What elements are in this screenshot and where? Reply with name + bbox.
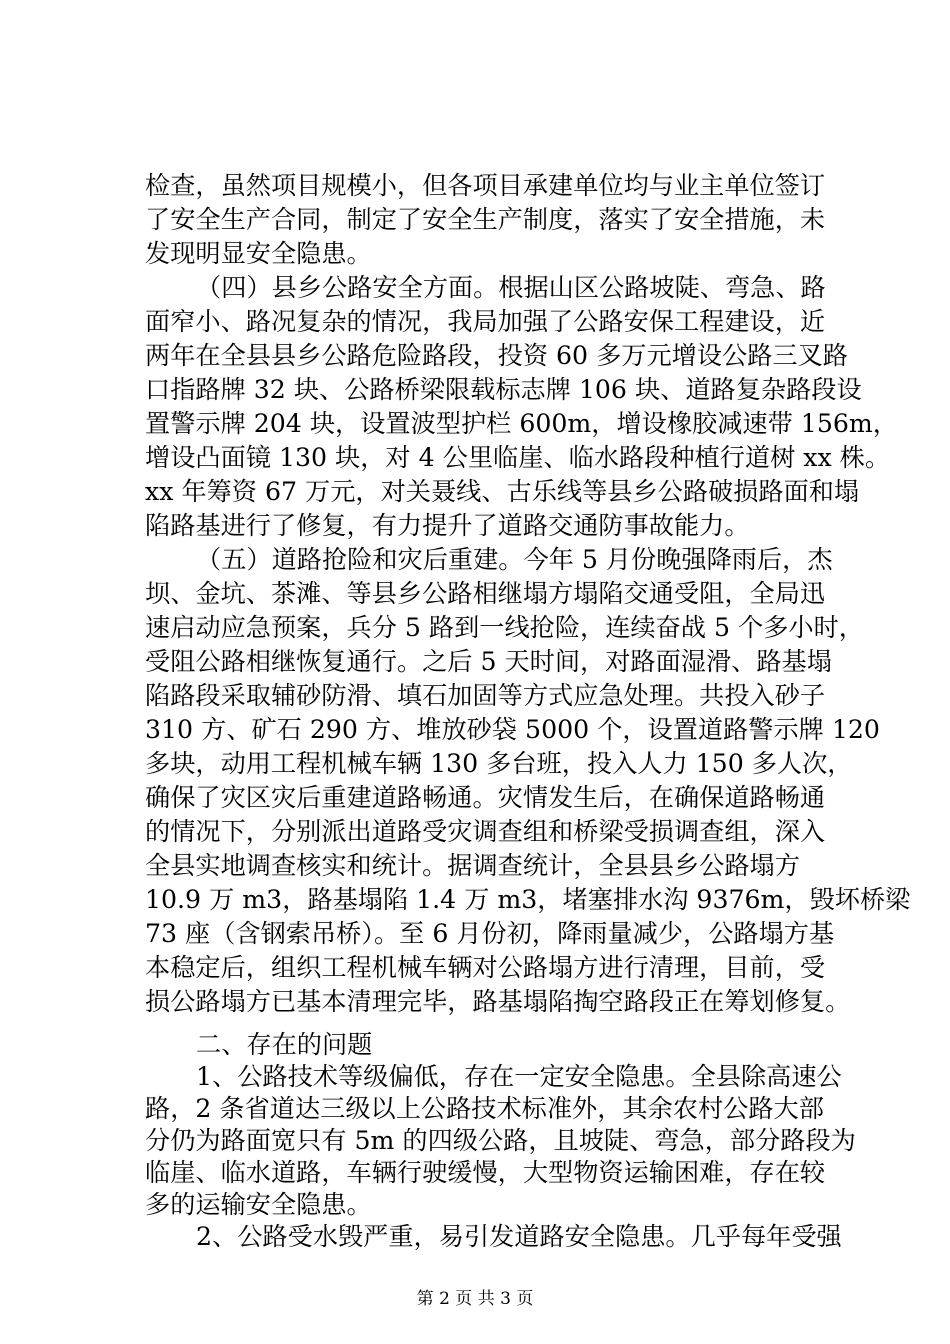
body-line: 73 座（含钢索吊桥）。至 6 月份初，降雨量减少，公路塌方基 <box>145 919 835 948</box>
body-line: 1、公路技术等级偏低，存在一定安全隐患。全县除高速公 <box>196 1062 842 1091</box>
body-line: 速启动应急预案，兵分 5 路到一线抢险，连续奋战 5 个多小时， <box>145 613 864 642</box>
body-line: 分仍为路面宽只有 5m 的四级公路，且坡陡、弯急，部分路段为 <box>145 1126 856 1155</box>
body-line: 口指路牌 32 块、公路桥梁限载标志牌 106 块、道路复杂路段设 <box>145 375 862 404</box>
body-line: 本稳定后，组织工程机械车辆对公路塌方进行清理，目前，受 <box>145 953 826 982</box>
body-line: 陷路基进行了修复，有力提升了道路交通防事故能力。 <box>145 511 750 540</box>
body-line: 多块，动用工程机械车辆 130 多台班，投入人力 150 多人次， <box>145 749 853 778</box>
body-line: xx 年筹资 67 万元，对关聂线、古乐线等县乡公路破损路面和塌 <box>145 477 860 506</box>
section-heading-5: （五）道路抢险和灾后重建。今年 5 月份晚强降雨后，杰 <box>196 545 833 574</box>
body-line: 确保了灾区灾后重建道路畅通。灾情发生后，在确保道路畅通 <box>145 783 826 812</box>
body-line: 受阻公路相继恢复通行。之后 5 天时间，对路面湿滑、路基塌 <box>145 647 832 676</box>
body-line: 310 方、矿石 290 方、堆放砂袋 5000 个，设置道路警示牌 120 <box>145 715 880 744</box>
body-line: 面窄小、路况复杂的情况，我局加强了公路安保工程建设，近 <box>145 307 826 336</box>
section-heading-4: （四）县乡公路安全方面。根据山区公路坡陡、弯急、路 <box>196 273 826 302</box>
body-line: 临崖、临水道路，车辆行驶缓慢，大型物资运输困难，存在较 <box>145 1158 826 1187</box>
body-line: 多的运输安全隐患。 <box>145 1190 372 1219</box>
body-line: 10.9 万 m3，路基塌陷 1.4 万 m3，堵塞排水沟 9376m，毁坏桥梁 <box>145 885 911 914</box>
body-line: 坝、金坑、茶滩、等县乡公路相继塌方塌陷交通受阻，全局迅 <box>145 579 826 608</box>
body-line: 增设凸面镜 130 块，对 4 公里临崖、临水路段种植行道树 xx 株。 <box>145 443 891 472</box>
body-line: 两年在全县县乡公路危险路段，投资 60 多万元增设公路三叉路 <box>145 341 848 370</box>
body-line: 置警示牌 204 块，设置波型护栏 600m，增设橡胶减速带 156m， <box>145 409 898 438</box>
body-line: 发现明显安全隐患。 <box>145 239 372 268</box>
body-line: 损公路塌方已基本清理完毕，路基塌陷掏空路段正在筹划修复。 <box>145 987 851 1016</box>
body-line: 陷路段采取辅砂防滑、填石加固等方式应急处理。共投入砂子 <box>145 681 826 710</box>
section-heading-issues: 二、存在的问题 <box>196 1030 373 1059</box>
body-line: 路，2 条省道达三级以上公路技术标准外，其余农村公路大部 <box>145 1094 824 1123</box>
page-footer: 第 2 页 共 3 页 <box>416 1289 534 1309</box>
body-line: 2、公路受水毁严重，易引发道路安全隐患。几乎每年受强 <box>196 1222 842 1251</box>
body-line: 了安全生产合同，制定了安全生产制度，落实了安全措施，未 <box>145 205 826 234</box>
body-line: 全县实地调查核实和统计。据调查统计，全县县乡公路塌方 <box>145 851 800 880</box>
body-line: 的情况下，分别派出道路受灾调查组和桥梁受损调查组，深入 <box>145 817 826 846</box>
body-line: 检查，虽然项目规模小，但各项目承建单位均与业主单位签订 <box>145 171 826 200</box>
